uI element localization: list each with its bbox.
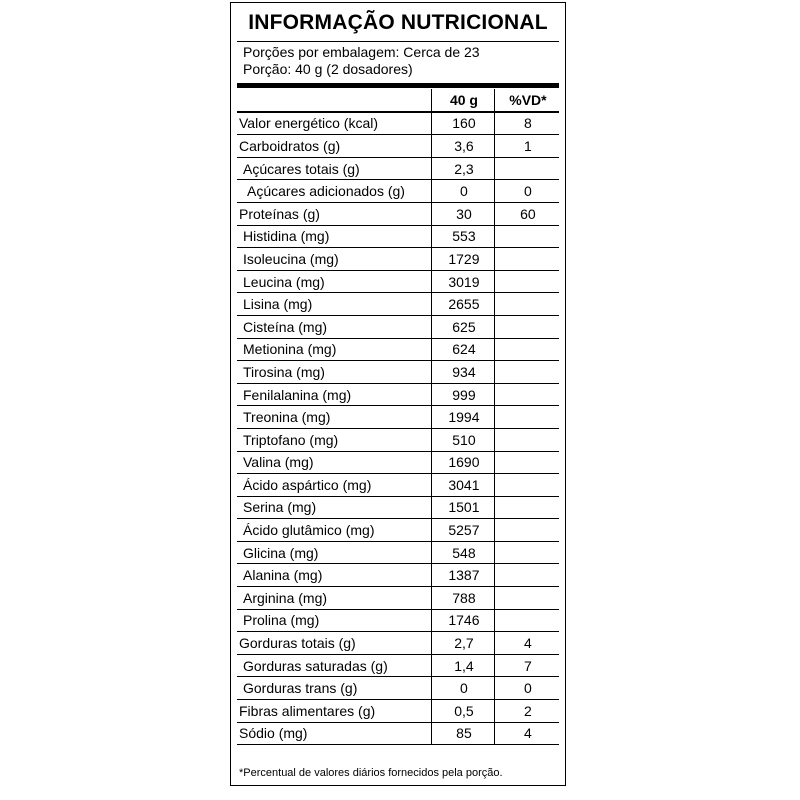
label-title: INFORMAÇÃO NUTRICIONAL — [248, 11, 548, 34]
table-row — [237, 654, 559, 677]
nutrient-name: Proteínas (g) — [237, 202, 432, 225]
table-row — [237, 383, 559, 406]
nutrient-name: Gorduras totais (g) — [237, 632, 432, 655]
header-amount: 40 g — [432, 89, 495, 112]
nutrient-name: Ácido glutâmico (mg) — [237, 519, 432, 542]
nutrient-daily-value — [494, 383, 559, 406]
nutrient-amount: 0 — [432, 677, 495, 700]
nutrient-name: Prolina (mg) — [237, 609, 432, 632]
nutrient-daily-value: 0 — [494, 677, 559, 700]
nutrient-name: Triptofano (mg) — [237, 428, 432, 451]
nutrient-name: Valina (mg) — [237, 451, 432, 474]
nutrient-name: Fenilalanina (mg) — [237, 383, 432, 406]
nutrient-name: Isoleucina (mg) — [237, 248, 432, 271]
table-row — [237, 180, 559, 203]
nutrient-daily-value — [494, 474, 559, 497]
thick-divider — [237, 83, 559, 88]
header-daily-value: %VD* — [494, 89, 559, 112]
nutrient-amount: 1746 — [432, 609, 495, 632]
table-row — [237, 564, 559, 587]
nutrient-daily-value: 0 — [494, 180, 559, 203]
nutrient-amount: 0 — [432, 180, 495, 203]
table-row — [237, 135, 559, 158]
nutrition-table — [237, 89, 559, 745]
nutrient-amount: 5257 — [432, 519, 495, 542]
nutrient-daily-value — [494, 406, 559, 429]
table-row — [237, 248, 559, 271]
nutrient-name: Arginina (mg) — [237, 587, 432, 610]
nutrient-amount: 510 — [432, 428, 495, 451]
nutrient-amount: 3041 — [432, 474, 495, 497]
table-row — [237, 112, 559, 135]
table-row — [237, 338, 559, 361]
nutrient-amount: 788 — [432, 587, 495, 610]
nutrient-name: Cisteína (mg) — [237, 315, 432, 338]
table-header-row — [237, 89, 559, 112]
nutrient-name: Leucina (mg) — [237, 270, 432, 293]
table-row — [237, 270, 559, 293]
nutrient-daily-value — [494, 451, 559, 474]
nutrient-amount: 1729 — [432, 248, 495, 271]
table-row — [237, 451, 559, 474]
nutrient-amount: 1501 — [432, 496, 495, 519]
table-row — [237, 722, 559, 745]
nutrient-amount: 553 — [432, 225, 495, 248]
nutrient-name: Treonina (mg) — [237, 406, 432, 429]
table-row — [237, 406, 559, 429]
nutrient-daily-value: 2 — [494, 700, 559, 723]
nutrient-name: Lisina (mg) — [237, 293, 432, 316]
table-row — [237, 496, 559, 519]
nutrient-name: Gorduras saturadas (g) — [237, 654, 432, 677]
table-row — [237, 632, 559, 655]
table-row — [237, 428, 559, 451]
servings-per-package: Porções por embalagem: Cerca de 23 — [243, 44, 480, 60]
nutrient-amount: 548 — [432, 541, 495, 564]
nutrient-daily-value: 7 — [494, 654, 559, 677]
nutrient-daily-value — [494, 248, 559, 271]
nutrient-name: Tirosina (mg) — [237, 361, 432, 384]
table-row — [237, 541, 559, 564]
nutrient-name: Açúcares totais (g) — [237, 157, 432, 180]
nutrient-daily-value — [494, 519, 559, 542]
nutrient-amount: 3019 — [432, 270, 495, 293]
nutrient-name: Ácido aspártico (mg) — [237, 474, 432, 497]
serving-size: Porção: 40 g (2 dosadores) — [243, 61, 413, 77]
nutrient-daily-value — [494, 361, 559, 384]
table-row — [237, 293, 559, 316]
nutrient-amount: 999 — [432, 383, 495, 406]
nutrient-amount: 1690 — [432, 451, 495, 474]
nutrient-amount: 160 — [432, 112, 495, 135]
nutrient-daily-value — [494, 609, 559, 632]
nutrient-name: Carboidratos (g) — [237, 135, 432, 158]
nutrient-amount: 30 — [432, 202, 495, 225]
nutrient-name: Glicina (mg) — [237, 541, 432, 564]
table-row — [237, 202, 559, 225]
nutrient-daily-value: 4 — [494, 722, 559, 745]
table-row — [237, 225, 559, 248]
nutrient-daily-value: 60 — [494, 202, 559, 225]
table-row — [237, 700, 559, 723]
table-row — [237, 157, 559, 180]
nutrient-daily-value — [494, 225, 559, 248]
nutrient-daily-value — [494, 157, 559, 180]
nutrient-name: Serina (mg) — [237, 496, 432, 519]
nutrient-daily-value — [494, 428, 559, 451]
nutrient-amount: 624 — [432, 338, 495, 361]
table-row — [237, 361, 559, 384]
nutrition-facts-label — [230, 2, 566, 786]
nutrient-amount: 2,7 — [432, 632, 495, 655]
footnote: *Percentual de valores diários fornecidos pela porção. — [239, 767, 503, 779]
nutrient-amount: 625 — [432, 315, 495, 338]
nutrient-daily-value: 8 — [494, 112, 559, 135]
nutrient-amount: 1,4 — [432, 654, 495, 677]
nutrient-amount: 2,3 — [432, 157, 495, 180]
nutrient-daily-value — [494, 338, 559, 361]
nutrient-daily-value — [494, 587, 559, 610]
nutrient-name: Gorduras trans (g) — [237, 677, 432, 700]
table-row — [237, 519, 559, 542]
table-row — [237, 587, 559, 610]
nutrient-name: Valor energético (kcal) — [237, 112, 432, 135]
nutrient-amount: 85 — [432, 722, 495, 745]
nutrient-amount: 0,5 — [432, 700, 495, 723]
nutrient-daily-value: 1 — [494, 135, 559, 158]
nutrient-amount: 1387 — [432, 564, 495, 587]
table-row — [237, 474, 559, 497]
nutrient-daily-value — [494, 496, 559, 519]
nutrient-amount: 934 — [432, 361, 495, 384]
header-nutrient — [237, 89, 432, 112]
nutrient-daily-value: 4 — [494, 632, 559, 655]
table-row — [237, 315, 559, 338]
table-row — [237, 609, 559, 632]
table-row — [237, 677, 559, 700]
nutrient-name: Histidina (mg) — [237, 225, 432, 248]
nutrient-name: Alanina (mg) — [237, 564, 432, 587]
nutrient-daily-value — [494, 270, 559, 293]
nutrient-amount: 1994 — [432, 406, 495, 429]
nutrient-name: Sódio (mg) — [237, 722, 432, 745]
nutrient-daily-value — [494, 541, 559, 564]
nutrient-name: Metionina (mg) — [237, 338, 432, 361]
nutrient-daily-value — [494, 564, 559, 587]
nutrient-daily-value — [494, 293, 559, 316]
nutrient-name: Fibras alimentares (g) — [237, 700, 432, 723]
nutrient-daily-value — [494, 315, 559, 338]
nutrient-amount: 3,6 — [432, 135, 495, 158]
nutrient-amount: 2655 — [432, 293, 495, 316]
title-divider — [237, 41, 559, 42]
nutrient-name: Açúcares adicionados (g) — [237, 180, 432, 203]
